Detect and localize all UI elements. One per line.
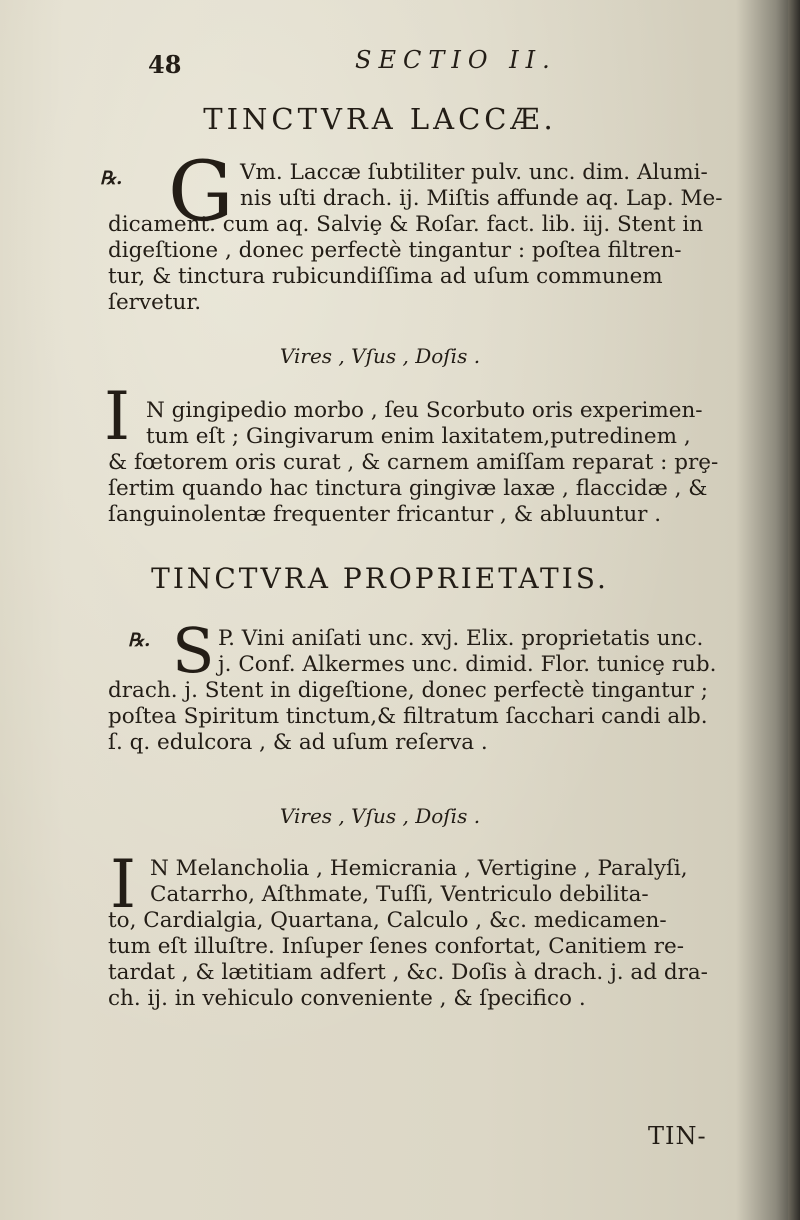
- recipe-text-continued: [108, 678, 708, 756]
- body-text: [146, 398, 703, 450]
- drop-cap: S: [172, 614, 215, 687]
- body-text: [150, 856, 688, 908]
- text-line: tum eſt ; Gingivarum enim laxitatem,putredinem ,: [146, 424, 691, 449]
- body-text-continued: [108, 450, 718, 528]
- catchword: TIN-: [648, 1122, 707, 1150]
- text-line: & fœtorem oris curat , & carnem amiſſam reparat : prȩ-: [108, 450, 719, 475]
- text-line: digeſtione , donec perfectè tingantur : poſtea filtren-: [108, 238, 682, 263]
- recipe-sign: ℞.: [128, 630, 151, 651]
- text-line: dicament. cum aq. Salviȩ & Roſar. fact. lib. iij. Stent in: [108, 212, 704, 237]
- text-line: ſanguinolentæ frequenter fricantur , & abluuntur .: [108, 502, 662, 527]
- recipe-text-continued: [108, 212, 703, 316]
- page-edge: [788, 0, 800, 1220]
- text-line: ſ. q. edulcora , & ad uſum reſerva .: [108, 730, 488, 755]
- drop-cap: I: [110, 846, 137, 923]
- subheading-vires-usus-dosis: Vires , Vſus , Doſis .: [279, 804, 481, 828]
- drop-cap: G: [168, 145, 234, 240]
- drop-cap: I: [104, 378, 131, 455]
- text-line: tum eſt illuſtre. Inſuper ſenes confortat, Canitiem re-: [108, 934, 684, 959]
- recipe-text: [218, 626, 716, 678]
- section-title-tinctura-laccae: TINCTVRA LACCÆ.: [203, 102, 557, 136]
- text-line: to, Cardialgia, Quartana, Calculo , &c. medicamen-: [108, 908, 667, 933]
- page-number: 48: [148, 50, 182, 79]
- text-line: poſtea Spiritum tinctum,& filtratum ſacchari candi alb.: [108, 704, 708, 729]
- text-line: ſertim quando hac tinctura gingivæ laxæ , flaccidæ , &: [108, 476, 708, 501]
- text-line: tur, & tinctura rubicundiſſima ad uſum communem: [108, 264, 663, 289]
- text-line: ſervetur.: [108, 290, 202, 315]
- text-line: nis uſti drach. ij. Miſtis affunde aq. Lap. Me-: [240, 186, 723, 211]
- body-text-continued: [108, 908, 708, 1012]
- text-line: Catarrho, Aſthmate, Tuſſi, Ventriculo debilita-: [150, 882, 649, 907]
- text-line: ch. ij. in vehiculo conveniente , & ſpecifico .: [108, 986, 586, 1011]
- text-line: tardat , & lætitiam adfert , &c. Doſis à drach. j. ad dra-: [108, 960, 708, 985]
- text-line: drach. j. Stent in digeſtione, donec perfectè tingantur ;: [108, 678, 708, 703]
- text-line: N Melancholia , Hemicrania , Vertigine , Paralyſi,: [150, 856, 688, 881]
- text-line: P. Vini aniſati unc. xvj. Elix. proprietatis unc.: [218, 626, 704, 651]
- section-title-tinctura-proprietatis: TINCTVRA PROPRIETATIS.: [151, 562, 609, 595]
- page-header: [0, 44, 760, 84]
- running-head: SECTIO II.: [355, 46, 557, 74]
- text-line: Vm. Laccæ ſubtiliter pulv. unc. dim. Alumi-: [240, 160, 708, 185]
- text-line: N gingipedio morbo , ſeu Scorbuto oris experimen-: [146, 398, 703, 423]
- recipe-text: [240, 160, 723, 212]
- recipe-sign: ℞.: [100, 168, 123, 189]
- subheading-vires-usus-dosis: Vires , Vſus , Doſis .: [279, 344, 481, 368]
- text-line: j. Conf. Alkermes unc. dimid. Flor. tunicȩ rub.: [218, 652, 717, 677]
